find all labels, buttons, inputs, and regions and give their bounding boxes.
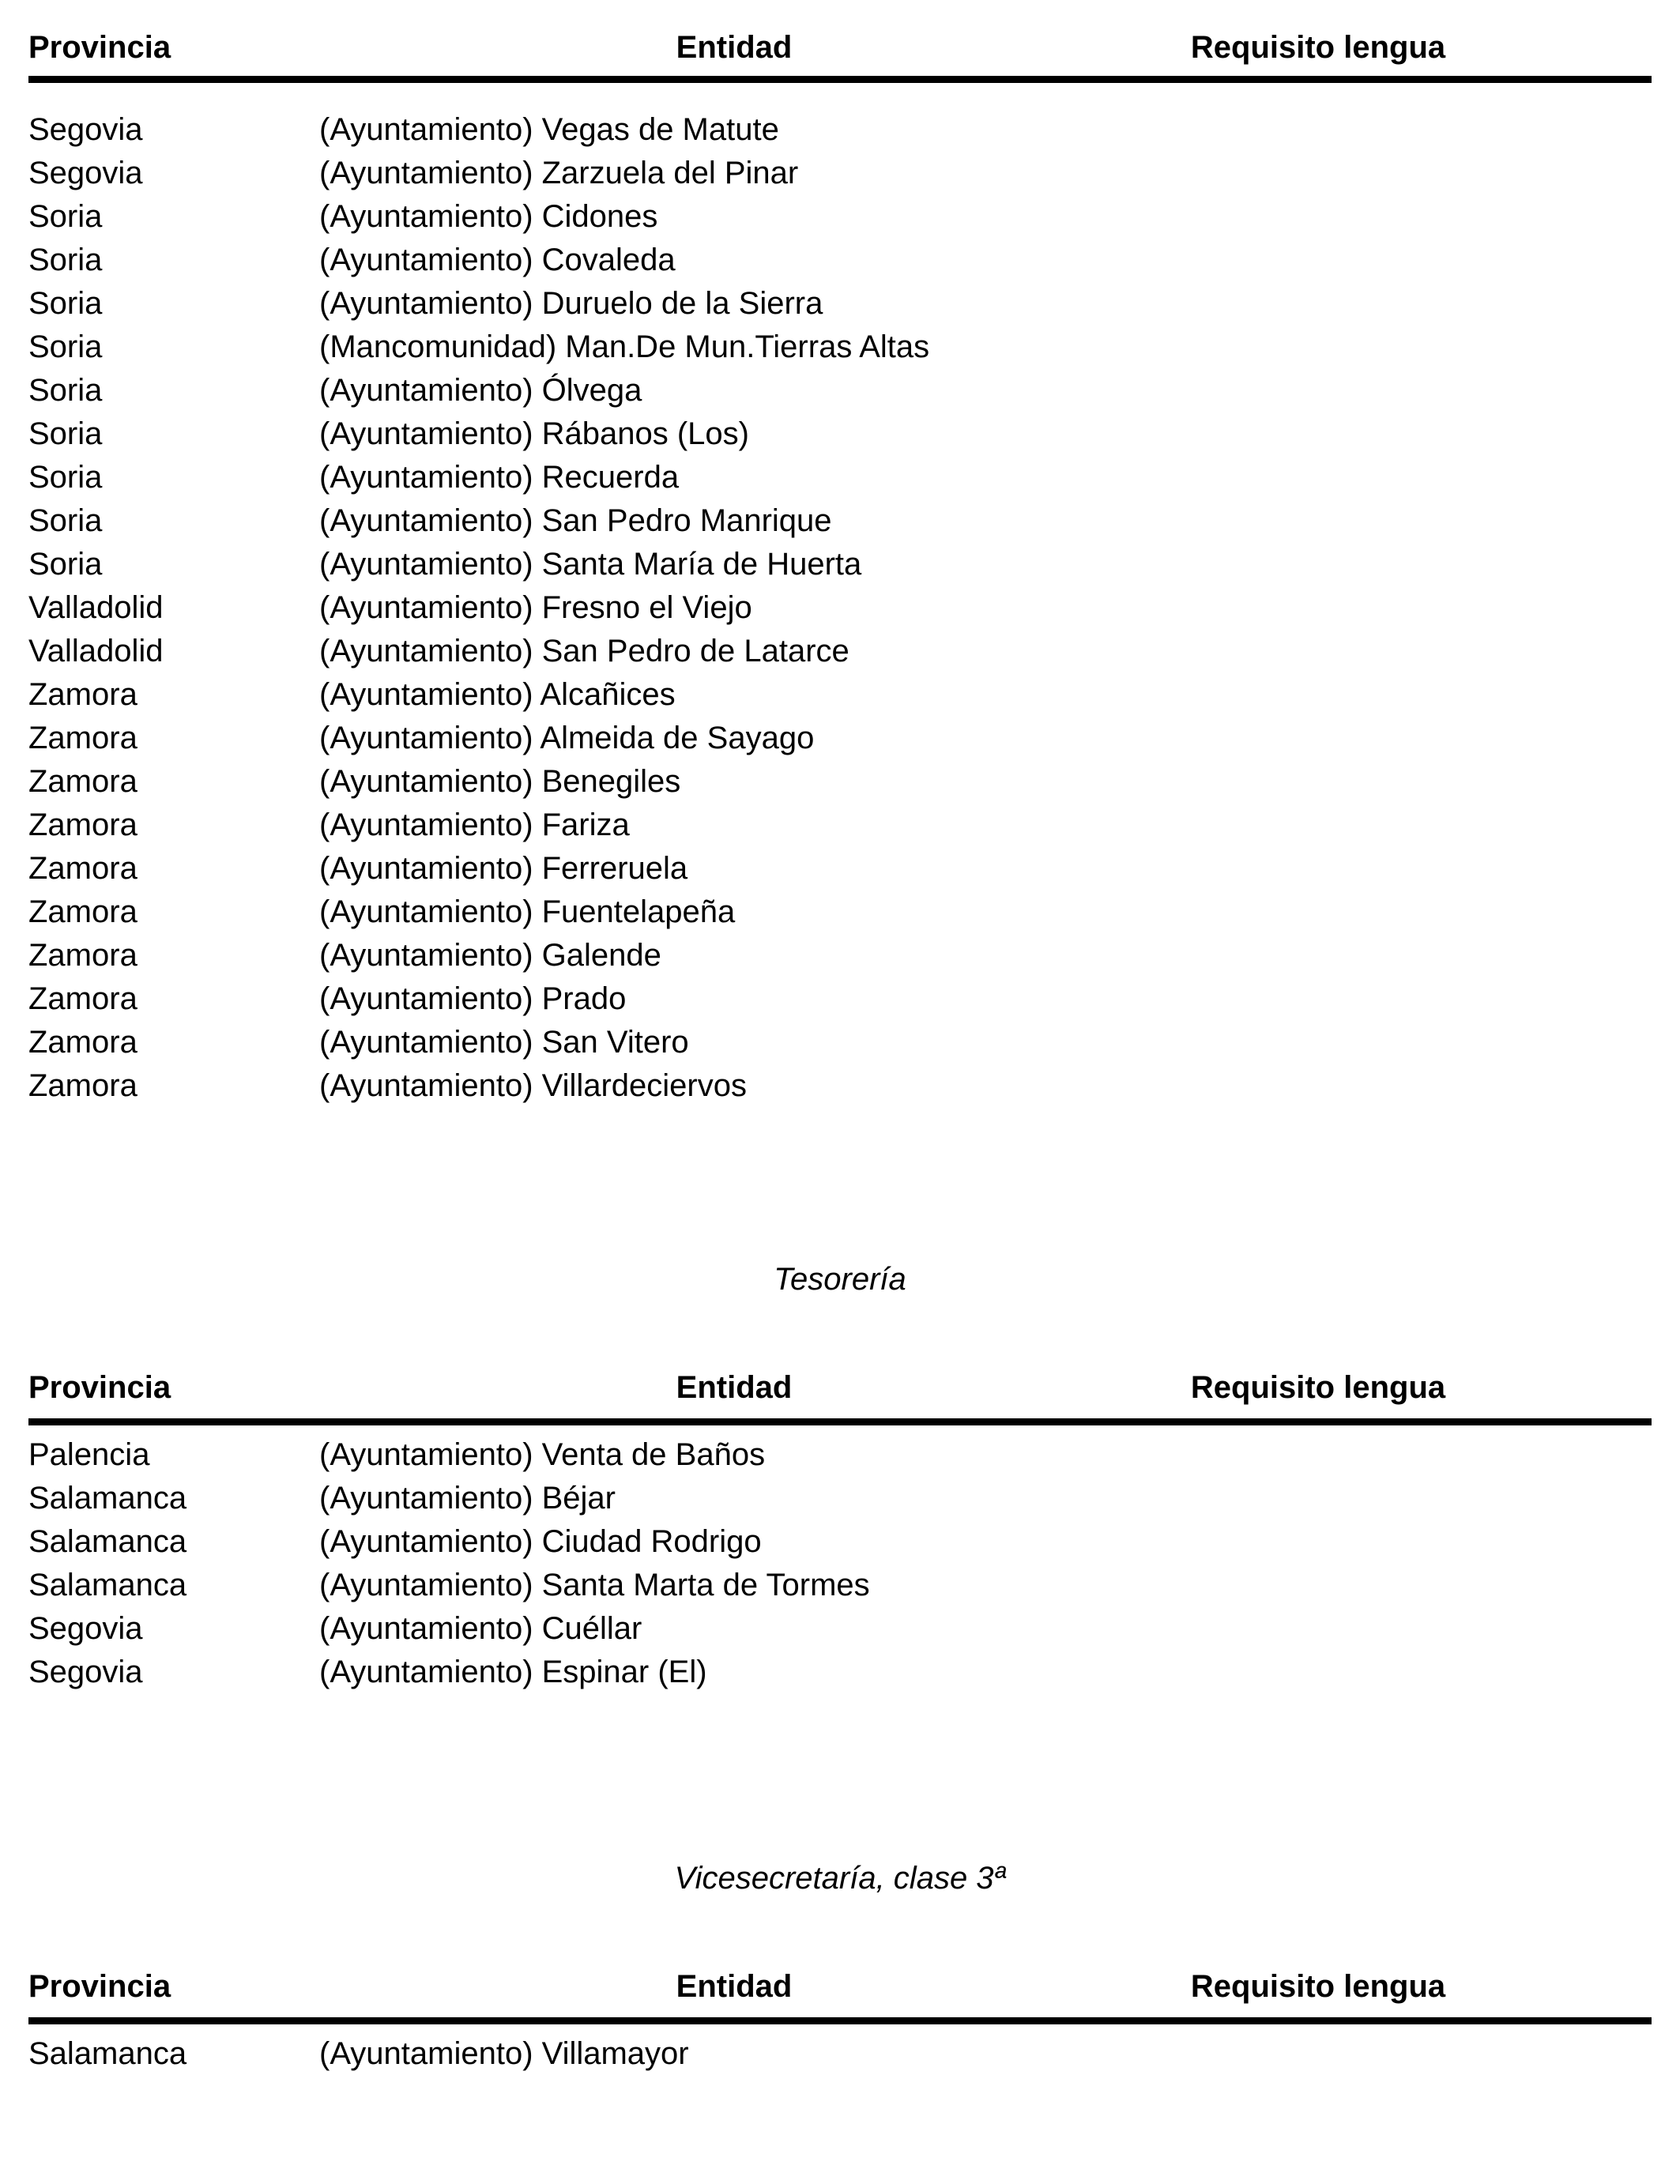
table-row xyxy=(28,2032,1652,2076)
row-provincia-cell: Soria xyxy=(28,286,103,321)
row-entidad-cell: (Ayuntamiento) Fuentelapeña xyxy=(319,894,736,929)
column-header-requisito-lengua: Requisito lengua xyxy=(1190,30,1446,65)
table-row xyxy=(28,1607,1652,1651)
table-row xyxy=(28,282,1652,326)
row-entidad-cell: (Ayuntamiento) San Pedro Manrique xyxy=(319,503,832,538)
table-row xyxy=(28,412,1652,456)
table-row xyxy=(28,195,1652,239)
row-provincia-cell: Soria xyxy=(28,503,103,538)
column-header-provincia: Provincia xyxy=(28,30,171,65)
column-header-requisito-lengua: Requisito lengua xyxy=(1190,1969,1446,2004)
table-section-secretaria-continuation xyxy=(28,28,1652,1108)
row-provincia-cell: Zamora xyxy=(28,894,137,929)
row-provincia-cell: Salamanca xyxy=(28,1481,187,1516)
row-entidad-cell: (Ayuntamiento) Alcañices xyxy=(319,677,676,712)
row-entidad-cell: (Ayuntamiento) Santa Marta de Tormes xyxy=(319,1568,870,1602)
table-header-row xyxy=(28,28,1652,66)
row-provincia-cell: Salamanca xyxy=(28,1524,187,1559)
table-row xyxy=(28,717,1652,760)
table-row xyxy=(28,891,1652,934)
row-entidad-cell: (Mancomunidad) Man.De Mun.Tierras Altas xyxy=(319,329,930,364)
row-provincia-cell: Zamora xyxy=(28,1068,137,1103)
table-row xyxy=(28,586,1652,630)
section-heading-vicesecretaria: Vicesecretaría, clase 3ª xyxy=(674,1861,1006,1896)
table-row xyxy=(28,804,1652,847)
table-header-row xyxy=(28,1967,1652,2005)
column-header-provincia: Provincia xyxy=(28,1370,171,1405)
row-entidad-cell: (Ayuntamiento) San Vitero xyxy=(319,1025,689,1060)
table-row xyxy=(28,499,1652,543)
row-entidad-cell: (Ayuntamiento) Ólvega xyxy=(319,373,642,408)
row-entidad-cell: (Ayuntamiento) Zarzuela del Pinar xyxy=(319,156,799,190)
table-row xyxy=(28,543,1652,586)
row-entidad-cell: (Ayuntamiento) Almeida de Sayago xyxy=(319,721,815,755)
table-header-rule xyxy=(28,1418,1652,1425)
column-header-provincia: Provincia xyxy=(28,1969,171,2004)
row-provincia-cell: Soria xyxy=(28,199,103,234)
row-entidad-cell: (Ayuntamiento) Galende xyxy=(319,938,661,973)
table-row xyxy=(28,108,1652,152)
row-provincia-cell: Soria xyxy=(28,243,103,277)
row-entidad-cell: (Ayuntamiento) Espinar (El) xyxy=(319,1655,707,1689)
table-row xyxy=(28,630,1652,673)
table-rows xyxy=(28,1433,1652,1694)
table-row xyxy=(28,456,1652,499)
row-entidad-cell: (Ayuntamiento) Béjar xyxy=(319,1481,616,1516)
row-provincia-cell: Salamanca xyxy=(28,2036,187,2071)
row-entidad-cell: (Ayuntamiento) Cidones xyxy=(319,199,658,234)
row-provincia-cell: Palencia xyxy=(28,1437,150,1472)
row-provincia-cell: Zamora xyxy=(28,808,137,842)
row-entidad-cell: (Ayuntamiento) Prado xyxy=(319,981,627,1016)
row-entidad-cell: (Ayuntamiento) Fariza xyxy=(319,808,630,842)
column-header-entidad: Entidad xyxy=(676,1370,793,1405)
table-rows xyxy=(28,108,1652,1108)
row-provincia-cell: Valladolid xyxy=(28,590,164,625)
row-entidad-cell: (Ayuntamiento) San Pedro de Latarce xyxy=(319,634,849,668)
table-row xyxy=(28,1064,1652,1108)
row-entidad-cell: (Ayuntamiento) Villamayor xyxy=(319,2036,689,2071)
row-provincia-cell: Zamora xyxy=(28,721,137,755)
table-section-tesoreria xyxy=(28,1258,1652,1694)
table-row xyxy=(28,673,1652,717)
row-entidad-cell: (Ayuntamiento) Santa María de Huerta xyxy=(319,547,862,582)
row-provincia-cell: Zamora xyxy=(28,677,137,712)
row-provincia-cell: Soria xyxy=(28,373,103,408)
row-provincia-cell: Segovia xyxy=(28,1655,143,1689)
row-entidad-cell: (Ayuntamiento) Duruelo de la Sierra xyxy=(319,286,823,321)
table-row xyxy=(28,847,1652,891)
row-provincia-cell: Soria xyxy=(28,547,103,582)
row-provincia-cell: Zamora xyxy=(28,851,137,886)
row-provincia-cell: Zamora xyxy=(28,1025,137,1060)
table-row xyxy=(28,239,1652,282)
row-provincia-cell: Soria xyxy=(28,460,103,495)
table-row xyxy=(28,1651,1652,1694)
table-section-vicesecretaria xyxy=(28,1857,1652,2076)
row-provincia-cell: Valladolid xyxy=(28,634,164,668)
table-row xyxy=(28,1564,1652,1607)
row-entidad-cell: (Ayuntamiento) Recuerda xyxy=(319,460,680,495)
row-provincia-cell: Soria xyxy=(28,329,103,364)
table-row xyxy=(28,1433,1652,1477)
row-provincia-cell: Segovia xyxy=(28,112,143,147)
column-header-requisito-lengua: Requisito lengua xyxy=(1190,1370,1446,1405)
row-entidad-cell: (Ayuntamiento) Villardeciervos xyxy=(319,1068,747,1103)
table-row xyxy=(28,1477,1652,1520)
row-entidad-cell: (Ayuntamiento) Ciudad Rodrigo xyxy=(319,1524,762,1559)
row-provincia-cell: Soria xyxy=(28,416,103,451)
table-row xyxy=(28,934,1652,977)
row-provincia-cell: Segovia xyxy=(28,1611,143,1646)
section-heading-tesoreria: Tesorería xyxy=(774,1262,906,1297)
table-header-row xyxy=(28,1369,1652,1406)
row-entidad-cell: (Ayuntamiento) Rábanos (Los) xyxy=(319,416,749,451)
table-row xyxy=(28,1021,1652,1064)
table-row xyxy=(28,369,1652,412)
table-row xyxy=(28,326,1652,369)
row-provincia-cell: Segovia xyxy=(28,156,143,190)
row-provincia-cell: Zamora xyxy=(28,981,137,1016)
row-entidad-cell: (Ayuntamiento) Venta de Baños xyxy=(319,1437,766,1472)
row-entidad-cell: (Ayuntamiento) Cuéllar xyxy=(319,1611,642,1646)
column-header-entidad: Entidad xyxy=(676,30,793,65)
table-header-rule xyxy=(28,76,1652,83)
row-entidad-cell: (Ayuntamiento) Covaleda xyxy=(319,243,676,277)
table-row xyxy=(28,152,1652,195)
table-row xyxy=(28,977,1652,1021)
table-row xyxy=(28,760,1652,804)
row-provincia-cell: Zamora xyxy=(28,938,137,973)
table-header-rule xyxy=(28,2017,1652,2024)
column-header-entidad: Entidad xyxy=(676,1969,793,2004)
table-row xyxy=(28,1520,1652,1564)
row-provincia-cell: Zamora xyxy=(28,764,137,799)
table-rows xyxy=(28,2032,1652,2076)
row-entidad-cell: (Ayuntamiento) Vegas de Matute xyxy=(319,112,779,147)
row-entidad-cell: (Ayuntamiento) Benegiles xyxy=(319,764,681,799)
row-entidad-cell: (Ayuntamiento) Fresno el Viejo xyxy=(319,590,752,625)
row-provincia-cell: Salamanca xyxy=(28,1568,187,1602)
row-entidad-cell: (Ayuntamiento) Ferreruela xyxy=(319,851,688,886)
